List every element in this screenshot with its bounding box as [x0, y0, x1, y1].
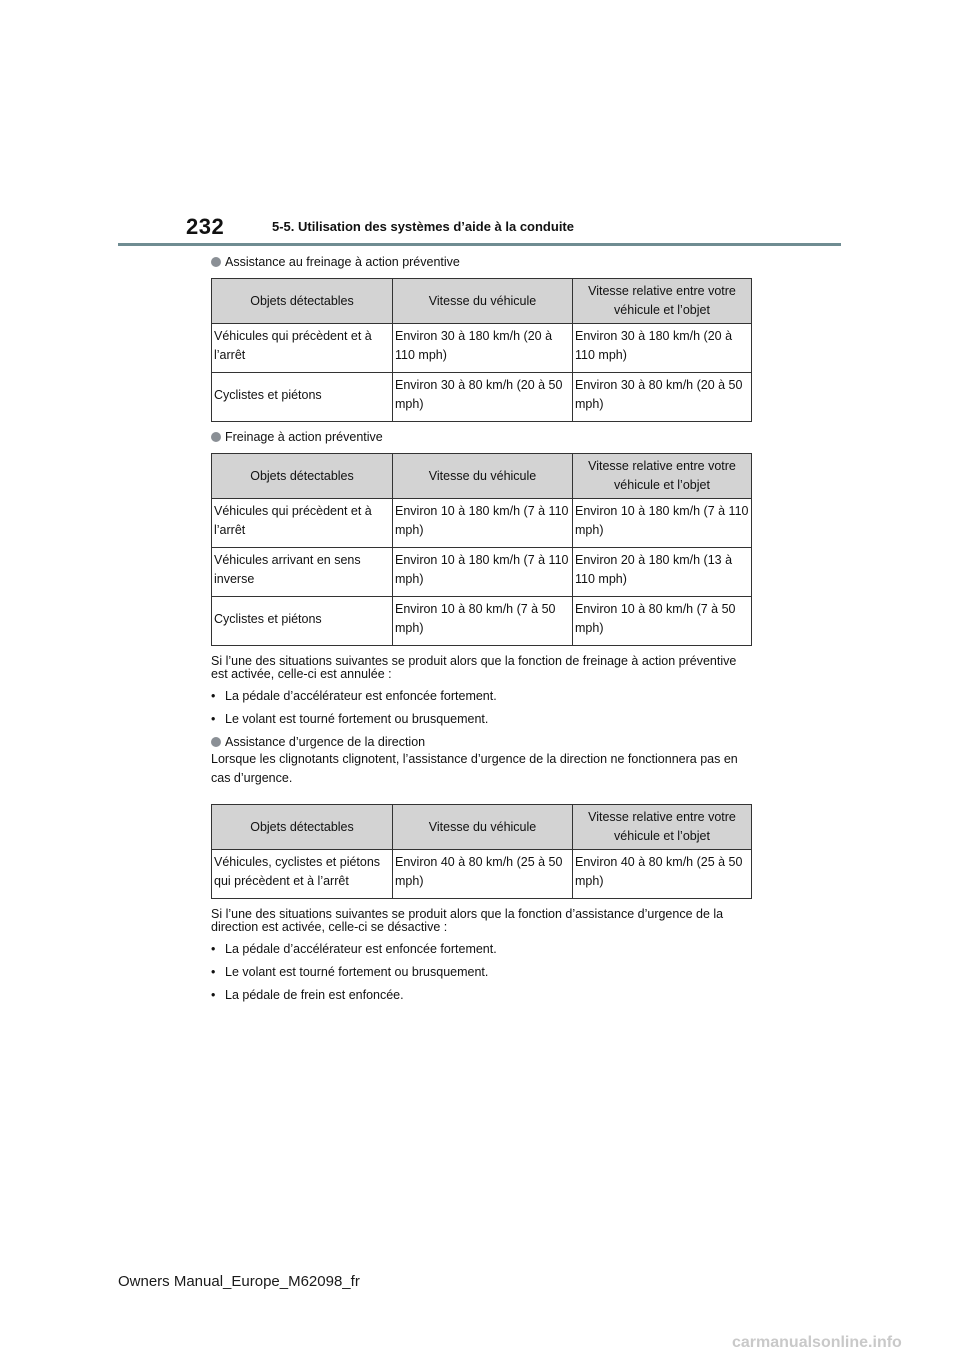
table-cell: Cyclistes et piétons	[212, 373, 393, 422]
section-heading	[211, 255, 751, 269]
list-item-text: La pédale de frein est enfoncée.	[225, 988, 404, 1002]
table-cell: Environ 40 à 80 km/h (25 à 50 mph)	[573, 850, 752, 899]
page-number: 232	[186, 214, 225, 239]
section-heading-text: Assistance d’urgence de la direction	[225, 735, 426, 749]
bullet-dot-icon	[211, 432, 221, 442]
table-row	[212, 373, 752, 422]
page-content	[211, 255, 751, 1003]
header-divider	[118, 243, 841, 246]
column-header: Vitesse relative entre votre véhicule et l’objet	[573, 454, 752, 499]
table-row	[212, 499, 752, 548]
table-row	[212, 324, 752, 373]
column-header: Vitesse du véhicule	[393, 454, 573, 499]
spec-table	[211, 453, 752, 646]
bullet-dot-icon	[211, 737, 221, 747]
intro-text: Lorsque les clignotants clignotent, l’assistance d’urgence de la direction ne fonctionnera pas en cas d’urgence.	[211, 752, 738, 785]
table-cell: Véhicules, cyclistes et piétons qui précèdent et à l’arrêt	[212, 850, 393, 899]
table-cell: Environ 10 à 80 km/h (7 à 50 mph)	[573, 597, 752, 646]
column-header: Vitesse relative entre votre véhicule et l’objet	[573, 805, 752, 850]
section-heading	[211, 735, 751, 749]
list-item: • La pédale d’accélérateur est enfoncée fortement.	[211, 942, 497, 956]
table-header-row	[212, 805, 752, 850]
table-cell: Environ 20 à 180 km/h (13 à 110 mph)	[573, 548, 752, 597]
section-heading	[211, 430, 751, 444]
list-item: • La pédale de frein est enfoncée.	[211, 988, 404, 1002]
table-cell: Environ 30 à 180 km/h (20 à 110 mph)	[573, 324, 752, 373]
column-header: Objets détectables	[212, 805, 393, 850]
table-cell: Environ 10 à 180 km/h (7 à 110 mph)	[393, 548, 573, 597]
table-cell: Environ 30 à 80 km/h (20 à 50 mph)	[573, 373, 752, 422]
section-title: 5-5. Utilisation des systèmes d’aide à la conduite	[272, 219, 574, 234]
section-heading-text: Assistance au freinage à action préventive	[225, 255, 460, 269]
list-item: • Le volant est tourné fortement ou brusquement.	[211, 965, 489, 979]
table-header-row	[212, 279, 752, 324]
column-header: Objets détectables	[212, 279, 393, 324]
list-item-text: Le volant est tourné fortement ou brusquement.	[225, 965, 489, 979]
spec-table	[211, 278, 752, 422]
table-cell: Véhicules qui précèdent et à l’arrêt	[212, 324, 393, 373]
table-cell: Environ 40 à 80 km/h (25 à 50 mph)	[393, 850, 573, 899]
watermark: carmanualsonline.info	[732, 1334, 902, 1351]
deactivation-conditions-text: Si l’une des situations suivantes se produit alors que la fonction d’assistance d’urgence de la direction est activée, celle-ci se désactive :	[211, 907, 724, 934]
table-cell: Environ 10 à 180 km/h (7 à 110 mph)	[393, 499, 573, 548]
table-cell: Cyclistes et piétons	[212, 597, 393, 646]
cancel-conditions-text: Si l’une des situations suivantes se produit alors que la fonction de freinage à action préventive est activée, celle-ci est annulée :	[211, 654, 737, 681]
bullet-dot-icon	[211, 257, 221, 267]
list-item: • La pédale d’accélérateur est enfoncée fortement.	[211, 689, 497, 703]
list-item-text: La pédale d’accélérateur est enfoncée fortement.	[225, 689, 497, 703]
section-heading-text: Freinage à action préventive	[225, 430, 383, 444]
list-item-text: Le volant est tourné fortement ou brusquement.	[225, 712, 489, 726]
table-row	[212, 597, 752, 646]
table-cell: Véhicules arrivant en sens inverse	[212, 548, 393, 597]
column-header: Vitesse du véhicule	[393, 805, 573, 850]
table-cell: Environ 30 à 80 km/h (20 à 50 mph)	[393, 373, 573, 422]
column-header: Objets détectables	[212, 454, 393, 499]
table-cell: Environ 10 à 80 km/h (7 à 50 mph)	[393, 597, 573, 646]
spec-table	[211, 804, 752, 899]
table-header-row	[212, 454, 752, 499]
list-item-text: La pédale d’accélérateur est enfoncée fortement.	[225, 942, 497, 956]
column-header: Vitesse du véhicule	[393, 279, 573, 324]
table-cell: Environ 30 à 180 km/h (20 à 110 mph)	[393, 324, 573, 373]
table-row	[212, 548, 752, 597]
list-item: • Le volant est tourné fortement ou brusquement.	[211, 712, 489, 726]
column-header: Vitesse relative entre votre véhicule et l’objet	[573, 279, 752, 324]
table-cell: Véhicules qui précèdent et à l’arrêt	[212, 499, 393, 548]
table-row	[212, 850, 752, 899]
table-cell: Environ 10 à 180 km/h (7 à 110 mph)	[573, 499, 752, 548]
document-footer: Owners Manual_Europe_M62098_fr	[118, 1273, 360, 1290]
